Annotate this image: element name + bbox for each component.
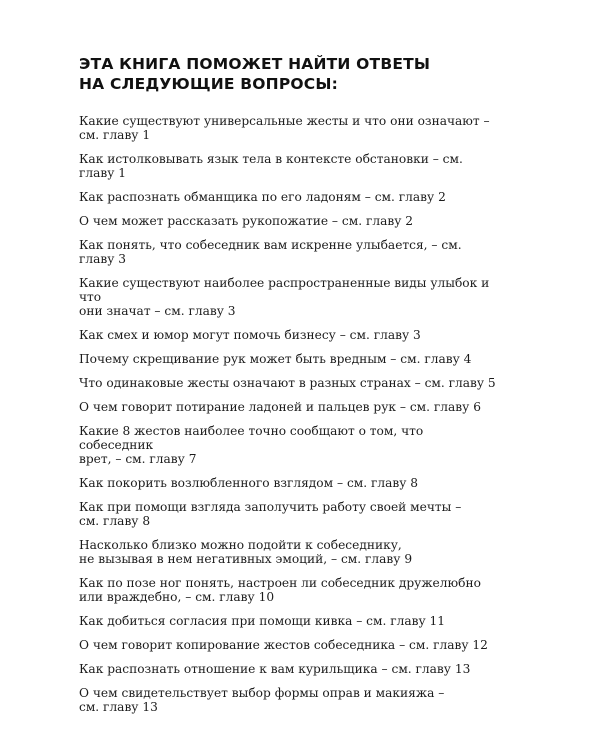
question-item (79, 352, 499, 366)
question-line: врет, – см. главу 7 (79, 452, 197, 466)
question-line: или враждебно, – см. главу 10 (79, 590, 275, 604)
question-line: Как при помощи взгляда заполучить работу своей мечты – (79, 500, 462, 514)
question-line: О чем свидетельствует выбор формы оправ и макияжа – (79, 686, 445, 700)
heading-line-2: НА СЛЕДУЮЩИЕ ВОПРОСЫ: (79, 75, 338, 93)
question-line: Как распознать отношение к вам курильщика – см. главу 13 (79, 662, 471, 676)
question-line: Как понять, что собеседник вам искренне улыбается, – см. главу 3 (79, 238, 462, 266)
question-line: О чем может рассказать рукопожатие – см. главу 2 (79, 214, 414, 228)
question-item (79, 424, 499, 466)
question-list (79, 114, 499, 724)
question-line: Как по позе ног понять, настроен ли собеседник дружелюбно (79, 576, 481, 590)
heading-line-1: ЭТА КНИГА ПОМОЖЕТ НАЙТИ ОТВЕТЫ (79, 55, 431, 73)
question-item (79, 190, 499, 204)
question-item (79, 152, 499, 180)
question-line: О чем говорит потирание ладоней и пальцев рук – см. главу 6 (79, 400, 481, 414)
question-item (79, 238, 499, 266)
question-item (79, 686, 499, 714)
question-item (79, 214, 499, 228)
question-line: Как распознать обманщика по его ладоням – см. главу 2 (79, 190, 446, 204)
question-line: см. главу 8 (79, 514, 151, 528)
question-line: Какие существуют наиболее распространенные виды улыбок и что (79, 276, 490, 304)
question-line: они значат – см. главу 3 (79, 304, 236, 318)
question-item (79, 614, 499, 628)
question-item (79, 276, 499, 318)
question-item (79, 638, 499, 652)
question-line: Как смех и юмор могут помочь бизнесу – см. главу 3 (79, 328, 421, 342)
question-item (79, 538, 499, 566)
question-line: Почему скрещивание рук может быть вредным – см. главу 4 (79, 352, 472, 366)
page-heading (79, 54, 519, 94)
question-line: Как истолковывать язык тела в контексте обстановки – см. главу 1 (79, 152, 463, 180)
question-item (79, 376, 499, 390)
question-item (79, 476, 499, 490)
question-item (79, 328, 499, 342)
question-line: О чем говорит копирование жестов собеседника – см. главу 12 (79, 638, 488, 652)
question-line: Как добиться согласия при помощи кивка – см. главу 11 (79, 614, 446, 628)
question-line: см. главу 1 (79, 128, 151, 142)
question-item (79, 400, 499, 414)
question-item (79, 114, 499, 142)
question-line: см. главу 13 (79, 700, 158, 714)
question-line: Насколько близко можно подойти к собеседнику, (79, 538, 402, 552)
question-line: Какие существуют универсальные жесты и что они означают – (79, 114, 490, 128)
question-line: Как покорить возлюбленного взглядом – см. главу 8 (79, 476, 419, 490)
question-item (79, 576, 499, 604)
question-line: Какие 8 жестов наиболее точно сообщают о том, что собеседник (79, 424, 424, 452)
question-item (79, 500, 499, 528)
question-line: Что одинаковые жесты означают в разных странах – см. главу 5 (79, 376, 496, 390)
question-line: не вызывая в нем негативных эмоций, – см. главу 9 (79, 552, 413, 566)
question-item (79, 662, 499, 676)
